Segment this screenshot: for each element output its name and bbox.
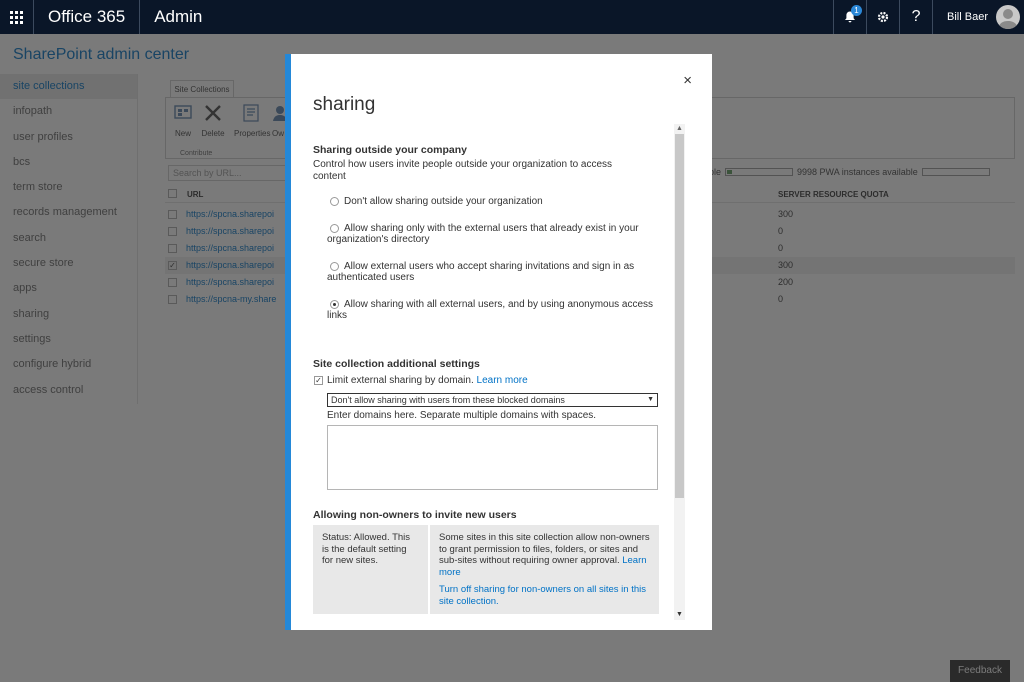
non-owners-description: Some sites in this site collection allow non-owners to grant permission to files, folders, or sites and sub-sites without requiring owner approval. xyxy=(439,532,650,566)
radio-option-authenticated[interactable] xyxy=(327,261,657,283)
non-owners-learn-more-link[interactable]: Learn more xyxy=(439,555,647,578)
close-icon[interactable]: × xyxy=(683,72,692,89)
sharing-dialog xyxy=(285,54,712,630)
dropdown-caret-icon: ▼ xyxy=(647,396,654,403)
non-owners-heading: Allowing non-owners to invite new users xyxy=(313,509,517,521)
domains-textarea[interactable] xyxy=(327,425,658,490)
radio-option-anonymous[interactable] xyxy=(327,299,657,321)
scroll-down-arrow-icon[interactable]: ▼ xyxy=(676,611,683,618)
limit-by-domain-label: Limit external sharing by domain. xyxy=(327,375,474,386)
non-owners-status: Status: Allowed. This is the default setting for new sites. xyxy=(313,525,428,614)
notifications-bell-icon[interactable] xyxy=(833,0,866,34)
scroll-up-arrow-icon[interactable]: ▲ xyxy=(676,125,683,132)
limit-by-domain-row xyxy=(327,375,528,386)
limit-by-domain-checkbox[interactable]: ✓ xyxy=(315,376,322,385)
domain-restriction-select[interactable] xyxy=(327,393,658,407)
dialog-title: sharing xyxy=(313,94,376,115)
turn-off-sharing-link[interactable]: Turn off sharing for non-owners on all sites in this site collection. xyxy=(439,584,646,607)
radio-option-existing-external[interactable] xyxy=(327,223,657,245)
top-bar xyxy=(0,0,1024,34)
radio-button[interactable] xyxy=(330,224,339,233)
sharing-outside-heading: Sharing outside your company xyxy=(313,144,468,156)
radio-label: Don't allow sharing outside your organization xyxy=(344,196,543,207)
non-owners-status-box xyxy=(313,525,659,614)
radio-button[interactable] xyxy=(330,262,339,271)
user-avatar[interactable] xyxy=(996,5,1020,29)
non-owners-info xyxy=(430,525,659,614)
radio-button[interactable] xyxy=(330,197,339,206)
scrollbar-thumb[interactable] xyxy=(675,134,684,498)
user-name[interactable]: Bill Baer xyxy=(932,0,996,34)
domain-restriction-value: Don't allow sharing with users from these blocked domains xyxy=(331,395,565,405)
app-launcher-icon[interactable] xyxy=(0,0,34,34)
learn-more-link[interactable]: Learn more xyxy=(476,375,528,386)
section-title[interactable]: Admin xyxy=(154,7,203,26)
radio-label: Allow sharing with all external users, and by using anonymous access links xyxy=(327,299,654,321)
settings-gear-icon[interactable] xyxy=(866,0,899,34)
app-name[interactable]: Office 365 xyxy=(34,0,140,34)
radio-button-selected[interactable] xyxy=(330,300,339,309)
help-icon[interactable]: ? xyxy=(899,0,932,34)
radio-label: Allow external users who accept sharing invitations and sign in as authenticated users xyxy=(327,261,635,283)
radio-label: Allow sharing only with the external users that already exist in your organization's directory xyxy=(327,223,639,245)
dialog-scroll-area xyxy=(291,124,712,620)
sharing-outside-description: Control how users invite people outside your organization to access content xyxy=(313,159,613,182)
notification-count-badge: 1 xyxy=(851,5,862,16)
additional-settings-heading: Site collection additional settings xyxy=(313,358,480,370)
radio-option-no-external[interactable] xyxy=(327,196,657,207)
domains-hint: Enter domains here. Separate multiple domains with spaces. xyxy=(327,410,597,421)
dialog-scrollbar[interactable] xyxy=(674,124,685,620)
